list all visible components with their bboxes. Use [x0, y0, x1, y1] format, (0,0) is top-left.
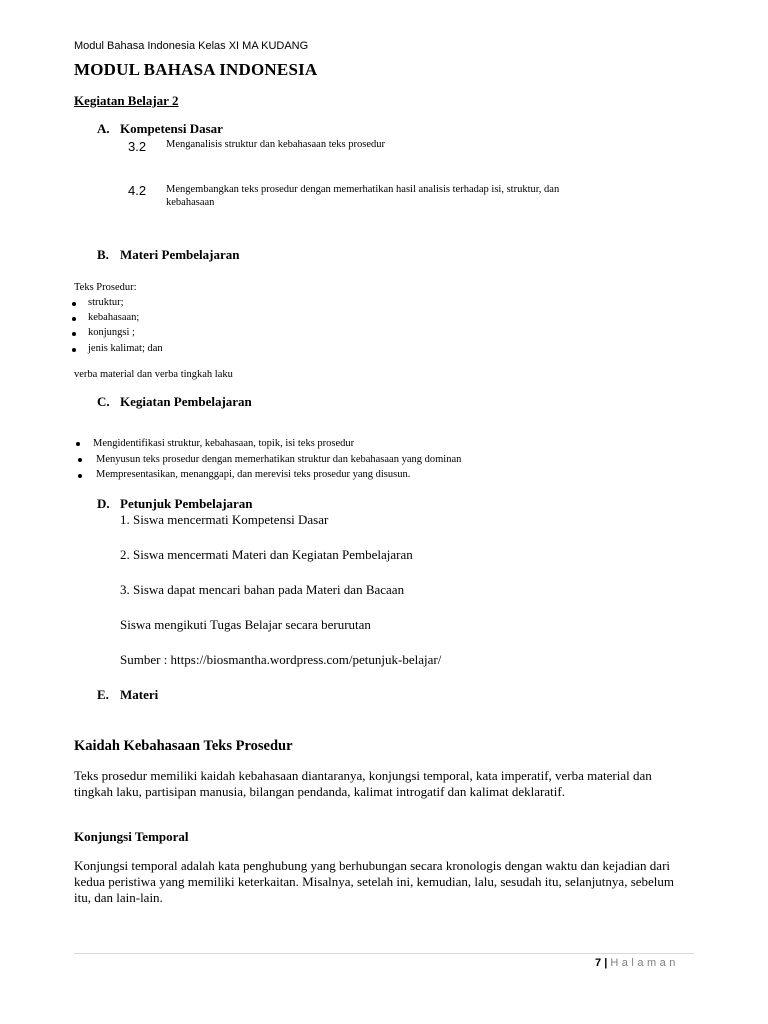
- kd-number: 3.2: [128, 139, 147, 154]
- section-letter: C.: [97, 394, 110, 409]
- materi-intro: Teks Prosedur:: [74, 282, 137, 293]
- kd-number: 4.2: [128, 183, 147, 198]
- materi-list-item: kebahasaan;: [88, 312, 140, 323]
- petunjuk-step: 2. Siswa mencermati Materi dan Kegiatan Pembelajaran: [120, 547, 413, 562]
- petunjuk-source: Sumber : https://biosmantha.wordpress.com/petunjuk-belajar/: [120, 652, 442, 667]
- konjungsi-paragraph: Konjungsi temporal adalah kata penghubung yang berhubungan secara kronologis dengan waktu dan kejadian dari kedua peristiwa yang memiliki keterkaitan. Misalnya, setelah ini, kemudian, lalu, sesudah itu, selanjutnya, sebelum itu, dan lain-lain.: [74, 858, 675, 905]
- kegiatan-belajar-heading: Kegiatan Belajar 2: [74, 93, 179, 108]
- materi-closing: verba material dan verba tingkah laku: [74, 369, 233, 380]
- section-label: Kegiatan Pembelajaran: [120, 394, 252, 409]
- materi-list-item: jenis kalimat; dan: [88, 343, 163, 354]
- section-label: Kompetensi Dasar: [120, 121, 223, 136]
- kegiatan-list-item: Mempresentasikan, menanggapi, dan merevisi teks prosedur yang disusun.: [96, 469, 411, 480]
- section-b-heading: [97, 247, 239, 263]
- page-separator: |: [604, 957, 608, 969]
- konjungsi-heading: Konjungsi Temporal: [74, 829, 189, 844]
- kegiatan-list-item: Menyusun teks prosedur dengan memerhatikan struktur dan kebahasaan yang dominan: [96, 454, 462, 465]
- kd-text-continued: kebahasaan: [166, 197, 215, 208]
- page-word: Halaman: [610, 957, 679, 969]
- kegiatan-list-item: Mengidentifikasi struktur, kebahasaan, topik, isi teks prosedur: [93, 438, 355, 449]
- section-e-heading: [97, 687, 158, 703]
- bullet-dot: [76, 442, 80, 446]
- petunjuk-step: 1. Siswa mencermati Kompetensi Dasar: [120, 512, 329, 527]
- document-title: MODUL BAHASA INDONESIA: [74, 60, 318, 79]
- bullet-dot: [72, 317, 76, 321]
- section-letter: D.: [97, 496, 110, 511]
- bullet-dot: [78, 474, 82, 478]
- section-c-heading: [97, 394, 252, 410]
- kaidah-heading: Kaidah Kebahasaan Teks Prosedur: [74, 738, 293, 754]
- materi-list-item: konjungsi ;: [88, 327, 135, 338]
- running-header: Modul Bahasa Indonesia Kelas XI MA KUDANG: [74, 40, 309, 52]
- section-label: Petunjuk Pembelajaran: [120, 496, 253, 511]
- section-d-heading: [97, 496, 253, 512]
- petunjuk-step: 3. Siswa dapat mencari bahan pada Materi dan Bacaan: [120, 582, 405, 597]
- section-label: Materi Pembelajaran: [120, 247, 240, 262]
- bullet-dot: [72, 332, 76, 336]
- kaidah-paragraph: Teks prosedur memiliki kaidah kebahasaan diantaranya, konjungsi temporal, kata imperatif, verba material dan tingkah laku, partisipan manusia, bilangan pendanda, kalimat introgatif dan kalimat deklaratif.: [74, 768, 652, 799]
- kd-text: Menganalisis struktur dan kebahasaan teks prosedur: [166, 139, 385, 150]
- bullet-dot: [78, 458, 82, 462]
- bullet-dot: [72, 302, 76, 306]
- petunjuk-note: Siswa mengikuti Tugas Belajar secara berurutan: [120, 617, 371, 632]
- bullet-dot: [72, 348, 76, 352]
- page-number: 7: [595, 957, 602, 969]
- footer-divider: [74, 953, 694, 954]
- materi-list-item: struktur;: [88, 297, 124, 308]
- section-letter: B.: [97, 247, 109, 262]
- section-label: Materi: [120, 687, 159, 702]
- section-a-heading: [97, 121, 223, 137]
- page-footer: [595, 957, 679, 969]
- section-letter: A.: [97, 121, 110, 136]
- section-letter: E.: [97, 687, 109, 702]
- kd-text: Mengembangkan teks prosedur dengan memerhatikan hasil analisis terhadap isi, struktur, dan: [166, 184, 560, 195]
